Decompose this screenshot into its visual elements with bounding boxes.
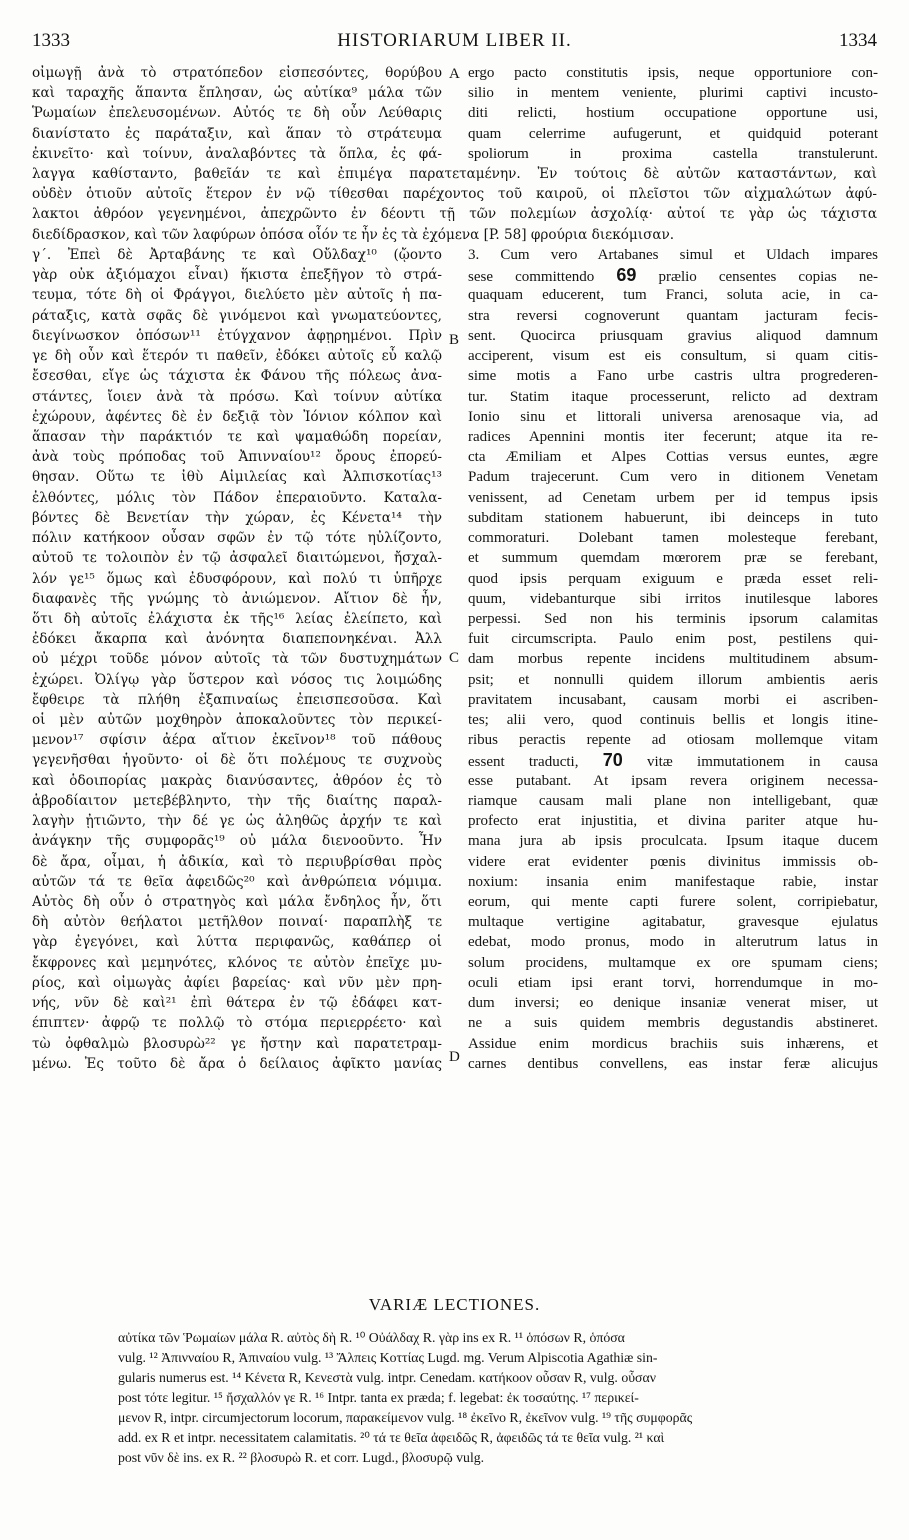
greek-text-line: καὶ ταραχῆς ἅπαντα ἔπλησαν, ὡς αὐτίκα⁹ μάλα τῶν bbox=[32, 85, 442, 102]
greek-text-line: μένω. Ἐς τοῦτο δὲ ἄρα ὁ δείλαιος ἀφῖκτο μανίας bbox=[32, 1055, 442, 1072]
latin-text-line: oculi etiam ipsi erant torvi, horrendumque in mo- bbox=[468, 974, 878, 991]
latin-text-line: solum procidens, multamque ex ore spumam ciens; bbox=[468, 954, 878, 971]
greek-text-line: ρίος, καὶ οἰμωγὰς ἀφίει βαρείας· καὶ νῦν μὲν πρη- bbox=[32, 974, 442, 991]
greek-text-line: ἁβροδίαιτον μετεβέβληντο, τὴν τῆς διαίτης παραλ- bbox=[32, 792, 442, 809]
latin-text-line: essent traducti, 70 vitæ immutationem in causa bbox=[468, 750, 878, 771]
greek-text-line: ἔσεσθαι, εἴγε ὡς τάχιστα ἐκ Φάνου τῆς πόλεως ἀνα- bbox=[32, 368, 442, 385]
latin-text-line: sent. Quocirca priusquam gravius aliquod damnum bbox=[468, 327, 878, 344]
margin-marker-c: C bbox=[449, 650, 460, 666]
running-header bbox=[32, 30, 877, 60]
variae-lectiones-title: VARIÆ LECTIONES. bbox=[368, 1295, 541, 1314]
latin-text-line: quum, videbanturque sibi irritos inutilesque labores bbox=[468, 590, 878, 607]
variant-reading-line: gularis numerus est. ¹⁴ Κένετα R, Κενεστὰ vulg. intpr. Cenedam. κατήκοον οὖσαν R, vulg. οὖσαν bbox=[118, 1370, 656, 1385]
latin-text-line: sime motis a Fano urbe castris ultra progrederen- bbox=[468, 368, 878, 385]
greek-text-line: γε δὴ οὖν καὶ ἕτερόν τι παθεῖν, ἐδόκει αὐτοῖς εὖ καλῷ bbox=[32, 348, 442, 365]
latin-column-main bbox=[468, 245, 878, 1074]
greek-text-line: ἅπασαν τὴν παράκτιόν τε καὶ ψαμαθώδη πορείαν, bbox=[32, 428, 442, 445]
greek-text-line: ἐχώρουν, ἀφέντες δὲ ἐν δεξιᾷ τὸν Ἰόνιον κόλπον καὶ bbox=[32, 408, 442, 425]
latin-text-line: sese committendo 69 prælio censentes copias ne- bbox=[468, 265, 878, 286]
page-number-left: 1333 bbox=[32, 30, 70, 51]
latin-text-line: multaque vertigine agitabatur, gravesque ejulatus bbox=[468, 914, 878, 931]
greek-text-line: τὼ ὀφθαλμὼ βλοσυρὼ²² γε ἤστην καὶ παρατετραμ- bbox=[32, 1035, 442, 1052]
latin-text-line: stra reversi cognoverunt quantam jacturam fecis- bbox=[468, 307, 878, 324]
page-number-right: 1334 bbox=[839, 30, 877, 51]
greek-text-line: λαγὴν ᾐτιῶντο, τὴν δέ γε ὡς ἀληθῶς ἀρχήν τε καὶ bbox=[32, 813, 442, 830]
greek-text-line: ἐλθόντες, μόλις τὸν Πάδον ἐπεραιοῦντο. Καταλα- bbox=[32, 489, 442, 506]
greek-text-line: οὐ μέχρι τοῦδε μόνον αὐτοῖς τὰ τῶν δυστυχημάτων bbox=[32, 651, 442, 668]
full-width-text-line: λακτοι ἀθρόον γεγενημένοι, ἀπεχρῶντο ἐν δέοντι τῇ τῶν πολεμίων ἀσχολίᾳ· αὐτοί τε γὰρ ὡς τάχιστα bbox=[32, 206, 877, 223]
variant-reading-line: vulg. ¹² Ἀπινναίου R, Ἀπιναίου vulg. ¹³ Ἄλπεις Κοττίας Lugd. mg. Verum Alpiscotia Agathiæ sin- bbox=[118, 1350, 658, 1365]
latin-text-line: tur. Statim itaque processerunt, relicto ad dextram bbox=[468, 388, 878, 405]
variant-reading-line: αὐτίκα τῶν Ῥωμαίων μάλα R. αὐτὸς δὴ R. ¹⁰ Οὐάλδαχ R. γὰρ ins ex R. ¹¹ ὁπόσων R, ὁπόσα bbox=[118, 1330, 625, 1345]
greek-text-line: τευμα, τότε δὴ οἱ Φράγγοι, διελύετο μὲν αὐτοῖς ἡ πα- bbox=[32, 287, 442, 304]
latin-text-line: et summum quemdam mœrorem præ se ferebant, bbox=[468, 550, 878, 567]
greek-text-line: ἐχώρει. Ὀλίγῳ γὰρ ὕστερον καὶ νόσος τις λοιμώδης bbox=[32, 671, 442, 688]
greek-text-line: μενον¹⁷ σφίσιν ἀέρα αἴτιον ἐκεῖνον¹⁸ τοῦ πάθους bbox=[32, 732, 442, 749]
variant-reading-line: μενον R, intpr. circumjectorum locorum, παρακείμενον vulg. ¹⁸ ἐκεῖνο R, ἐκεῖνον vulg. ¹⁹ τῆς συμφορᾶς bbox=[118, 1410, 693, 1425]
greek-text-line: διεγίνωσκον ὁπόσων¹¹ ἐτύγχανον ἀφῃρημένοι. Πρὶν bbox=[32, 327, 442, 344]
greek-text-line: ἔφθειρε τὰ πλήθη ἐξαπιναίως ἐπεισπεσοῦσα. Καὶ bbox=[32, 691, 442, 708]
greek-text-line: γ΄. Ἐπεὶ δὲ Ἀρταβάνης τε καὶ Οὔλδαχ¹⁰ (ᾤοντο bbox=[32, 247, 442, 263]
full-width-text-line: λαγγα καθίσταντο, βαθεῖάν τε καὶ ἐπιμέγα παρατεταμένην. Ἐν τούτοις δὲ αὐτῶν καταστάντων, καὶ bbox=[32, 166, 877, 182]
greek-text-line: ὅτι δὴ αὐτοῖς ἐλάχιστα ἐκ τῆς¹⁶ λείας ἐλείπετο, καὶ bbox=[32, 610, 442, 627]
greek-text-line: γὰρ ἐγεγόνει, καὶ λύττα περιφανῶς, καθάπερ οἱ bbox=[32, 934, 442, 951]
latin-column-top bbox=[468, 63, 878, 164]
greek-text-line: διανίστατο ἐς παράταξιν, καὶ ἅπαν τὸ στράτευμα bbox=[32, 125, 442, 142]
greek-text-line: ἐκινεῖτο· καὶ τοίνυν, ἀναλαβόντες τὰ ὅπλα, ἐς φά- bbox=[32, 145, 442, 162]
latin-text-line: cta Æmiliam et Alpes Cottias versus euntes, ægre bbox=[468, 449, 878, 466]
variant-reading-line: post νῦν δὲ ins. ex R. ²² βλοσυρὼ R. et corr. Lugd., βλοσυρῷ vulg. bbox=[118, 1450, 485, 1465]
latin-text-line: eorum, qui mente capti furere solent, corripiebatur, bbox=[468, 894, 878, 910]
latin-text-line: ribus peractis repente ad otiosam mollemque vitam bbox=[468, 732, 878, 749]
latin-text-line: venissent, ad Cenetam urbem per id tempus ipsis bbox=[468, 489, 878, 506]
latin-text-line: profecto erat injustitia, et divina pariter atque hu- bbox=[468, 813, 878, 830]
latin-text-line: acciperent, visum est eis consultum, si quam citis- bbox=[468, 348, 878, 365]
latin-text-line: spoliorum in proxima castella transtulerunt. bbox=[468, 145, 878, 162]
latin-text-line: Padum trajecerunt. Cum vero in ditionem Venetam bbox=[468, 469, 878, 486]
greek-text-line: οἱ μὲν αὐτῶν μοχθηρὸν ἀποκαλοῦντες τὸν περικεί- bbox=[32, 712, 442, 729]
greek-text-line: λόν γε¹⁵ ὅμως καὶ ἐδυσφόρουν, καὶ πολύ τι ὑπῆρχε bbox=[32, 570, 442, 587]
inline-page-number: 69 bbox=[616, 265, 637, 286]
full-width-text-line: διεδίδρασκον, καὶ τῶν λαφύρων ὁπόσα οἷόν τε ἦν ἐς τὰ ἐχόμενα [P. 58] φρούρια διεκόμισαν. bbox=[32, 226, 675, 243]
greek-text-line: θησαν. Οὕτω τε ἰθὺ Αἰμιλείας καὶ Ἀλπισκοτίας¹³ bbox=[32, 469, 442, 486]
latin-text-line: Ionio sinu et littorali universa arenosaque via, ad bbox=[468, 408, 878, 425]
running-title: HISTORIARUM LIBER II. bbox=[337, 30, 572, 51]
latin-text-line: dam morbus repente incidens multitudinem absum- bbox=[468, 651, 878, 668]
greek-column-top bbox=[32, 63, 442, 164]
full-width-lines bbox=[32, 164, 877, 245]
greek-text-line: ράταξις, κατὰ σφᾶς δὲ γινόμενοι καὶ γνωματεύοντες, bbox=[32, 307, 442, 324]
latin-text-line: quod ipsis perquam exiguum e præda esset reli- bbox=[468, 570, 878, 587]
greek-text-line: διαφανὲς τῆς γνώμης τὸ ἀνιώμενον. Αἴτιον δὲ ἦν, bbox=[32, 590, 442, 607]
greek-text-line: ἀνὰ τοὺς πρόποδας τοῦ Ἀπινναίου¹² ὄρους ἐπορεύ- bbox=[32, 449, 442, 466]
greek-text-line: Ῥωμαίων ἐπελευσομένων. Αὐτός τε δὴ οὖν Λεύθαρις bbox=[32, 105, 442, 122]
latin-text-line: pravitatem incusabant, causam morbi ei ascriben- bbox=[468, 691, 878, 708]
greek-column-main bbox=[32, 245, 442, 1074]
latin-text-line: psit; et nonnulli quidem illorum ambientis aeris bbox=[468, 671, 878, 688]
latin-text-line: radices Apennini montis iter fecerunt; atque ita re- bbox=[468, 428, 878, 445]
greek-text-line: ἀνάγκην τῆς συμφορᾶς¹⁹ οὐ μάλα διενοοῦντο. Ἦν bbox=[32, 833, 442, 850]
greek-text-line: καὶ ὁδοιπορίας μακρὰς διανύσαντες, ἀθρόον ἐς τὸ bbox=[32, 772, 442, 789]
latin-text-line: fuit circumscripta. Paulo enim post, pestilens qui- bbox=[468, 631, 878, 648]
latin-text-line: videre erat evidenter pœnis divinitus immissis ob- bbox=[468, 853, 878, 870]
latin-text-line: noxium: insania enim manifestaque rabie, instar bbox=[468, 873, 878, 890]
latin-text-line: quam celerrime aufugerunt, et quidquid poterant bbox=[468, 125, 878, 142]
greek-text-line: δὲ ἄρα, οἶμαι, ἡ ἀδικία, καὶ τὸ περιυβρίσθαι πρὸς bbox=[32, 853, 442, 870]
latin-text-line: quaquam educerent, tum Franci, soluta acie, in ca- bbox=[468, 287, 878, 304]
latin-text-line: diti relicti, hostium occupatione opportune usi, bbox=[468, 105, 878, 122]
margin-marker-b: B bbox=[449, 332, 460, 348]
greek-text-line: δὴ αὐτὸν θεήλατοι μετῆλθον ποιναί· παραπλὴξ τε bbox=[32, 914, 442, 931]
latin-text-line: tes; alii vero, quod continuis bellis et longis itine- bbox=[468, 712, 878, 729]
greek-text-line: αὐτῶν τά τε θεῖα ἀφειδῶς²⁰ καὶ ἀνθρώπεια νόμιμα. bbox=[32, 873, 442, 890]
greek-text-line: οἰμωγῇ ἀνὰ τὸ στρατόπεδον εἰσπεσόντες, θορύβου bbox=[32, 65, 442, 81]
greek-text-line: ἔκφρονες καὶ μεμηνότες, κλόνος τε αὐτὸν ἐπεῖχε μυ- bbox=[32, 954, 442, 971]
latin-text-line: mana jura ab ipsis proculcata. Ipsum itaque ducem bbox=[468, 833, 878, 850]
variant-reading-line: post τότε legitur. ¹⁵ ἤσχαλλόν γε R. ¹⁶ Intpr. tanta ex præda; f. legebat: ἐκ τοσαύτης. ¹⁷ περικεί- bbox=[118, 1390, 639, 1405]
greek-text-line: γὰρ οὐκ ἀξιόμαχοι εἶναι) ἥκιστα ἐπεξῆγον τὸ στρά- bbox=[32, 267, 442, 284]
inline-page-number: 70 bbox=[602, 750, 623, 771]
latin-text-line: perpessi. Sed non his terminis ipsorum calamitas bbox=[468, 610, 878, 627]
greek-text-line: έπιπτεν· ἀφρῷ τε πολλῷ τὸ στόμα περιερρέετο· καὶ bbox=[32, 1015, 442, 1032]
latin-text-line: Assidue enim mordicus brachiis suis inhærens, et bbox=[468, 1035, 878, 1052]
full-width-text-line: οὐδὲν ὁτιοῦν αὐτοῖς ἕτερον ἐν νῷ τίθεσθαι παρέχοντος τοῦ καιροῦ, οἱ πλεῖστοι τῶν αἰχμαλώτων ἀφύ- bbox=[32, 186, 877, 203]
latin-text-line: riamque causam mali plane non intelligebant, quæ bbox=[468, 792, 878, 809]
margin-marker-d: D bbox=[449, 1049, 460, 1065]
greek-text-line: βόντες δὲ Βενετίαν τὴν χώραν, ἐς Κένετα¹⁴ τὴν bbox=[32, 509, 442, 526]
latin-text-line: esse putabant. At ipsam revera originem necessa- bbox=[468, 772, 878, 789]
latin-text-line: ne a suis quidem membris degustandis abstineret. bbox=[468, 1015, 878, 1032]
greek-text-line: στάντες, ἴοιεν ἀνὰ τὰ πρόσω. Καὶ τοίνυν αὐτίκα bbox=[32, 388, 442, 405]
greek-text-line: αὐτοῦ τε τολοιπὸν ἐν τῷ ἀσφαλεῖ διαιτώμενοι, ἤσχαλ- bbox=[32, 550, 442, 567]
latin-text-line: silio in mentem veniente, plurimi captivi incusto- bbox=[468, 85, 878, 102]
latin-text-line: subditam stationem habuerunt, ibi deinceps in tuto bbox=[468, 509, 878, 526]
latin-text-line: edebat, modo pronus, modo in alterutrum latus in bbox=[468, 934, 878, 951]
variant-reading-line: add. ex R et intpr. necessitatem calamitatis. ²⁰ τά τε θεῖα ἀφειδῶς R, ἀφειδῶς τά τε θεῖα vulg. ²¹ καὶ bbox=[118, 1430, 665, 1445]
margin-marker-a: A bbox=[449, 66, 460, 82]
latin-text-line: carnes dentibus convellens, eas instar feræ alicujus bbox=[468, 1055, 878, 1072]
latin-text-line: 3. Cum vero Artabanes simul et Uldach impares bbox=[468, 247, 878, 263]
greek-text-line: πόλιν κατήκοον οὖσαν σφῶν ἐν τῷ τότε ηὐλίζοντο, bbox=[32, 530, 442, 547]
latin-text-line: commoraturi. Dolebant tamen molesteque ferebant, bbox=[468, 530, 878, 547]
greek-text-line: νής, νῦν δὲ καὶ²¹ ἐπὶ θάτερα ἐν τῷ ἐδάφει κατ- bbox=[32, 995, 442, 1012]
latin-text-line: ergo pacto constitutis ipsis, neque opportuniore con- bbox=[468, 65, 878, 81]
variae-lectiones bbox=[118, 1328, 878, 1468]
greek-text-line: ἐδόκει ἄκαρπα καὶ ἀνόνητα διαπεπονηκέναι. Ἀλλ bbox=[32, 631, 442, 648]
greek-text-line: Αὐτὸς δὴ οὖν ὁ στρατηγὸς καὶ μάλα ἔνδηλος ἦν, ὅτι bbox=[32, 894, 442, 910]
greek-text-line: γεγενῆσθαι ἡγοῦντο· οἱ δὲ ὅτι πολέμους τε συχνοὺς bbox=[32, 752, 442, 769]
latin-text-line: dum inversi; eo denique insaniæ venerat miser, ut bbox=[468, 995, 878, 1012]
